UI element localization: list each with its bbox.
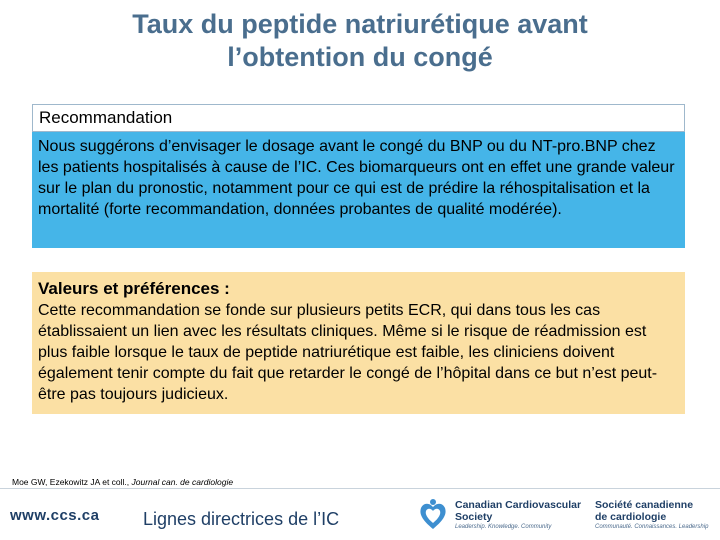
page-title-line-2: l’obtention du congé — [227, 42, 493, 72]
ccs-french-name — [595, 499, 708, 531]
ccs-french-tagline: Communauté. Connaissances. Leadership — [595, 524, 709, 530]
values-preferences-heading: Valeurs et préférences : — [38, 279, 230, 298]
citation-journal: Journal can. de cardiologie — [131, 477, 234, 487]
footer-divider — [0, 488, 720, 489]
ccs-english-line-1: Canadian Cardiovascular — [455, 499, 582, 511]
heart-logo-icon — [418, 498, 448, 532]
citation-authors: Moe GW, Ezekowitz JA et coll., — [12, 477, 132, 487]
values-preferences-box — [32, 272, 685, 414]
values-preferences-body: Cette recommandation se fonde sur plusieurs petits ECR, qui dans tous les cas établissaient un lien avec les résultats cliniques. Même si le risque de réadmission est plus faible lorsque le taux de peptide natriurétique est faible, les cliniciens doivent également tenir compte du fait que retarder le congé de l’hôpital dans ce but n’est peut-être pas toujours judicieux. — [38, 302, 658, 403]
footer — [0, 488, 720, 540]
guidelines-label: Lignes directrices de l’IC — [143, 509, 340, 529]
ccs-english-line-2: Society — [455, 511, 493, 523]
ccs-english-name — [455, 499, 581, 531]
page-title-line-1: Taux du peptide natriurétique avant — [132, 9, 588, 39]
recommendation-body: Nous suggérons d’envisager le dosage avant le congé du BNP ou du NT-pro.BNP chez les patients hospitalisés à cause de l’IC. Ces biomarqueurs ont en effet une grande valeur sur le plan du pronostic, notamment pour ce qui est de prédire la réhospitalisation et la mortalité (forte recommandation, données probantes de qualité modérée). — [32, 132, 685, 248]
page-title — [0, 8, 720, 74]
ccs-french-line-1: Société canadienne — [595, 499, 694, 511]
recommendation-box — [32, 104, 685, 248]
ccs-french-line-2: de cardiologie — [595, 511, 667, 523]
ccs-english-tagline: Leadership. Knowledge. Community — [455, 524, 552, 530]
citation — [12, 477, 233, 487]
recommendation-heading: Recommandation — [32, 104, 685, 132]
website-link[interactable]: www.ccs.ca — [10, 507, 100, 524]
